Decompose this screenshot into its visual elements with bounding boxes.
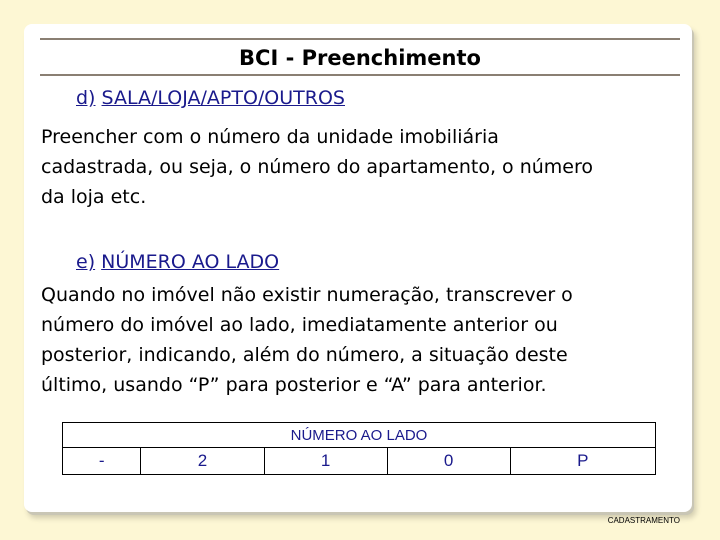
table-cell: - — [63, 448, 141, 475]
table-cell: 2 — [141, 448, 264, 475]
section-d-heading — [76, 86, 345, 110]
section-d-line: Preencher com o número da unidade imobiliária — [41, 126, 499, 148]
section-e-letter: e) — [76, 251, 96, 273]
numero-ao-lado-table — [62, 422, 656, 475]
section-d-line: cadastrada, ou seja, o número do apartamento, o número — [41, 156, 594, 178]
page-title: BCI - Preenchimento — [239, 46, 481, 70]
section-d-text — [41, 122, 671, 212]
title-bottom-rule — [40, 74, 680, 76]
section-d-line: da loja etc. — [41, 186, 147, 208]
section-e-line: Quando no imóvel não existir numeração, transcrever o — [41, 284, 573, 306]
section-d-label: SALA/LOJA/APTO/OUTROS — [101, 87, 345, 109]
section-d-letter: d) — [76, 87, 96, 109]
table-cell: 0 — [387, 448, 510, 475]
section-e-line: último, usando “P” para posterior e “A” para anterior. — [41, 374, 547, 396]
section-e-heading — [76, 250, 279, 274]
table-header: NÚMERO AO LADO — [63, 423, 656, 448]
section-e-text — [41, 280, 671, 400]
table-cell: 1 — [264, 448, 387, 475]
table-cell: P — [510, 448, 655, 475]
section-e-line: número do imóvel ao lado, imediatamente anterior ou — [41, 314, 558, 336]
section-e-line: posterior, indicando, além do número, a situação deste — [41, 344, 568, 366]
section-e-label: NÚMERO AO LADO — [101, 251, 280, 273]
footer-label: CADASTRAMENTO — [607, 516, 680, 525]
table-row — [63, 448, 656, 475]
title-top-rule — [40, 38, 680, 40]
